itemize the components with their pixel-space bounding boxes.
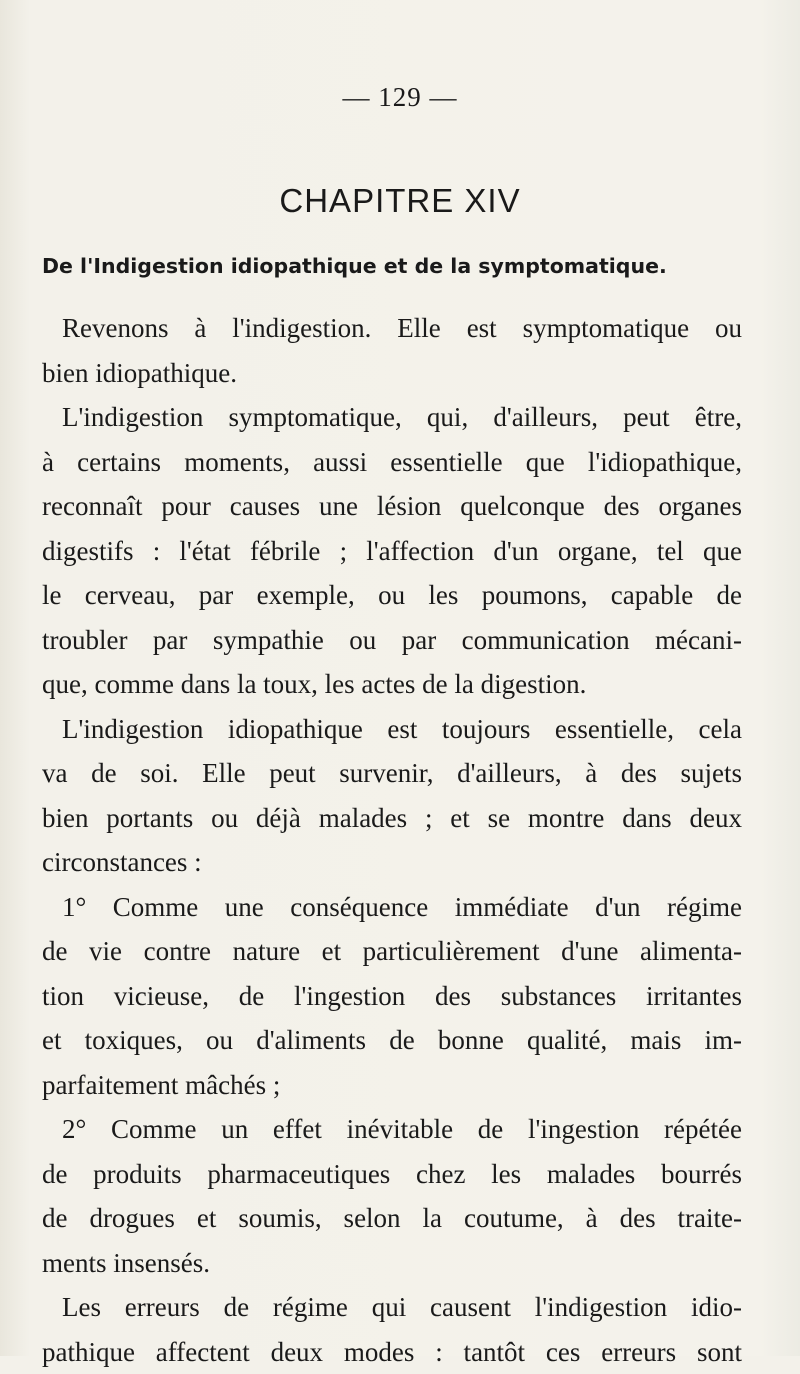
text-line: 2° Comme un effet inévitable de l'ingestion répétée <box>42 1107 742 1152</box>
text-line: et toxiques, ou d'aliments de bonne qualité, mais im- <box>42 1018 742 1063</box>
text-line: digestifs : l'état fébrile ; l'affection d'un organe, tel que <box>42 529 742 574</box>
text-line: circonstances : <box>42 840 742 885</box>
text-line: bien idiopathique. <box>42 351 742 396</box>
text-line: reconnaît pour causes une lésion quelconque des organes <box>42 484 742 529</box>
body-text <box>42 306 742 1374</box>
text-line: Revenons à l'indigestion. Elle est symptomatique ou <box>42 306 742 351</box>
text-line: Les erreurs de régime qui causent l'indigestion idio- <box>42 1285 742 1330</box>
page-number: — 129 — <box>0 82 800 113</box>
text-line: de drogues et soumis, selon la coutume, à des traite- <box>42 1196 742 1241</box>
text-line: pathique affectent deux modes : tantôt ces erreurs sont <box>42 1330 742 1374</box>
text-line: ments insensés. <box>42 1241 742 1286</box>
text-line: 1° Comme une conséquence immédiate d'un régime <box>42 885 742 930</box>
text-line: le cerveau, par exemple, ou les poumons, capable de <box>42 573 742 618</box>
text-line: de vie contre nature et particulièrement d'une alimenta- <box>42 929 742 974</box>
text-line: parfaitement mâchés ; <box>42 1063 742 1108</box>
text-line: que, comme dans la toux, les actes de la digestion. <box>42 662 742 707</box>
text-line: va de soi. Elle peut survenir, d'ailleurs, à des sujets <box>42 751 742 796</box>
chapter-title: CHAPITRE XIV <box>0 182 800 220</box>
text-line: à certains moments, aussi essentielle que l'idiopathique, <box>42 440 742 485</box>
chapter-subtitle: De l'Indigestion idiopathique et de la symptomatique. <box>42 254 782 278</box>
text-line: tion vicieuse, de l'ingestion des substances irritantes <box>42 974 742 1019</box>
text-line: L'indigestion symptomatique, qui, d'ailleurs, peut être, <box>42 395 742 440</box>
text-line: bien portants ou déjà malades ; et se montre dans deux <box>42 796 742 841</box>
text-line: troubler par sympathie ou par communication mécani- <box>42 618 742 663</box>
text-line: de produits pharmaceutiques chez les malades bourrés <box>42 1152 742 1197</box>
text-line: L'indigestion idiopathique est toujours essentielle, cela <box>42 707 742 752</box>
